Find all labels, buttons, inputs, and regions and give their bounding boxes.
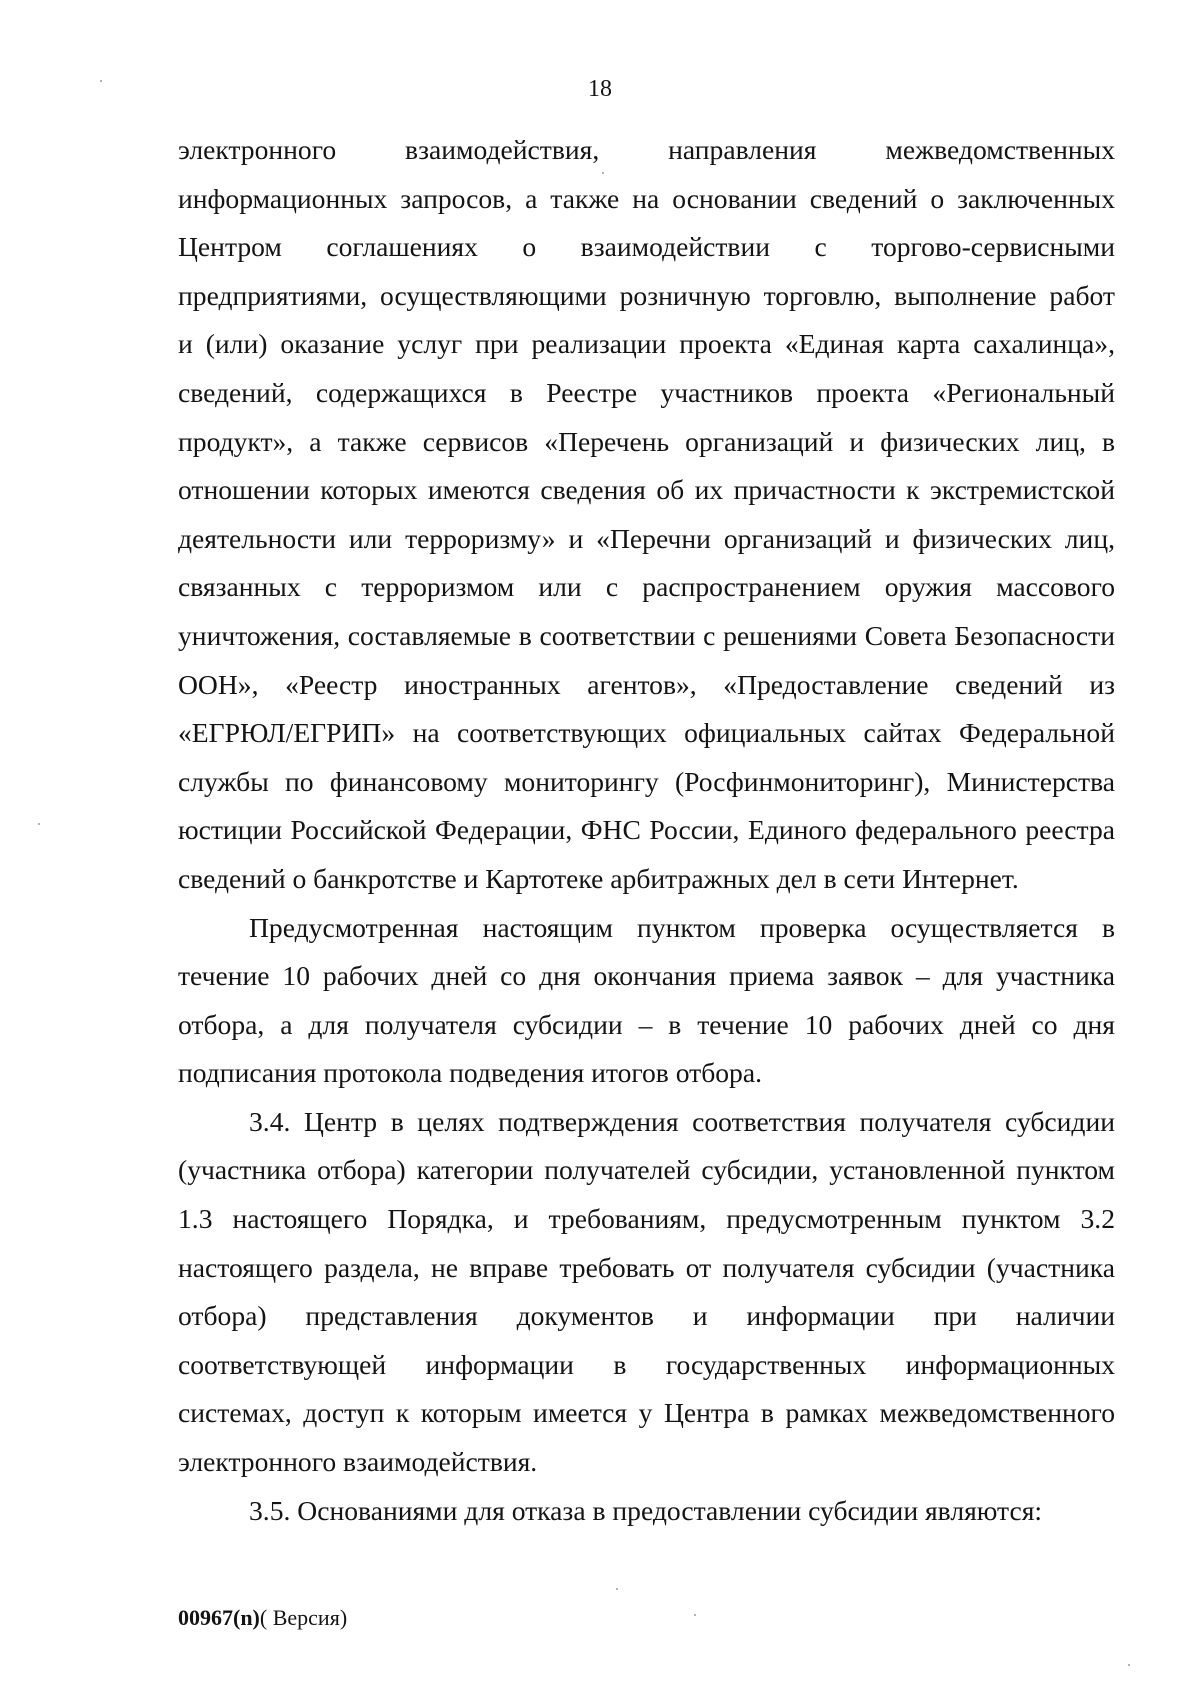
text-line: уничтожения, составляемые в соответствии с решениями Совета Безопасности [178,619,1115,651]
text-line: Центром соглашениях о взаимодействии с торгово-сервисными [178,231,1115,263]
paragraph-3-4 [178,1098,1115,1487]
text-line: сведений о банкротстве и Картотеке арбитражных дел в сети Интернет. [178,862,1019,894]
paragraph-continuation [178,126,1115,904]
text-line: электронного взаимодействия. [178,1446,538,1478]
text-line: Предусмотренная настоящим пунктом проверка осуществляется в [249,911,1115,943]
text-line: ООН», «Реестр иностранных агентов», «Предоставление сведений из [178,668,1115,700]
text-line: отбора) представления документов и информации при наличии [178,1300,1115,1332]
document-body [178,126,1115,1535]
text-line: системах, доступ к которым имеется у Центра в рамках межведомственного [178,1397,1115,1429]
text-line: отбора, а для получателя субсидии – в течение 10 рабочих дней со дня [178,1008,1115,1040]
text-line: сведений, содержащихся в Реестре участников проекта «Региональный [178,376,1115,408]
paragraph-verification-term [178,904,1115,1098]
text-line: и (или) оказание услуг при реализации проекта «Единая карта сахалинца», [178,328,1115,360]
paragraph-3-5 [178,1487,1115,1536]
document-version: ( Версия) [259,1605,348,1630]
text-line: течение 10 рабочих дней со дня окончания приема заявок – для участника [178,960,1115,992]
text-line: службы по финансовому мониторингу (Росфинмониторинг), Министерства [178,765,1115,797]
text-line: 3.4. Центр в целях подтверждения соответствия получателя субсидии [249,1105,1115,1137]
text-line: продукт», а также сервисов «Перечень организаций и физических лиц, в [178,425,1115,457]
text-line: информационных запросов, а также на основании сведений о заключенных [178,182,1115,214]
text-line: связанных с терроризмом или с распространением оружия массового [178,571,1115,603]
text-line: предприятиями, осуществляющими розничную торговлю, выполнение работ [178,279,1115,311]
scan-speck [616,1588,618,1590]
text-line: «ЕГРЮЛ/ЕГРИП» на соответствующих официальных сайтах Федеральной [178,717,1115,749]
text-line: соответствующей информации в государственных информационных [178,1348,1115,1380]
document-code: 00967(n) [178,1605,260,1630]
text-line: 1.3 настоящего Порядка, и требованиям, предусмотренным пунктом 3.2 [178,1203,1115,1235]
text-line: электронного взаимодействия, направления межведомственных [178,134,1115,165]
scan-speck [602,172,604,174]
text-line: деятельности или терроризму» и «Перечни организаций и физических лиц, [178,522,1115,554]
text-line: настоящего раздела, не вправе требовать от получателя субсидии (участника [178,1251,1115,1283]
scan-speck [100,80,102,82]
text-line: подписания протокола подведения итогов отбора. [178,1057,762,1089]
text-line: 3.5. Основаниями для отказа в предоставлении субсидии являются: [249,1494,1043,1526]
text-line: (участника отбора) категории получателей субсидии, установленной пунктом [178,1154,1115,1186]
scan-speck [694,1614,696,1616]
scan-speck [1128,1664,1130,1666]
text-line: юстиции Российской Федерации, ФНС России, Единого федерального реестра [178,814,1115,846]
document-footer [178,1604,347,1632]
text-line: отношении которых имеются сведения об их причастности к экстремистской [178,474,1115,506]
scan-speck [38,823,40,825]
page-number: 18 [588,76,612,102]
